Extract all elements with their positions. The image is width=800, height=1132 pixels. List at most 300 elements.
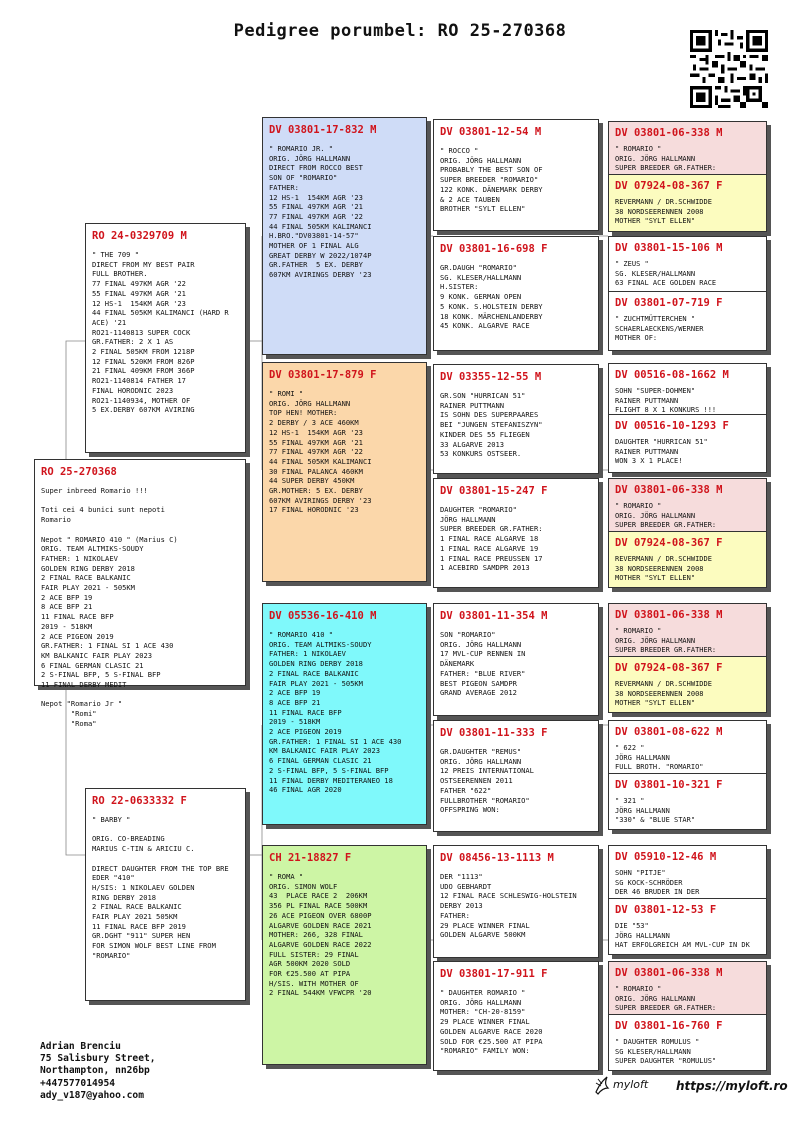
note-line: ORIG. JÖRG HALLMANN [269, 153, 351, 163]
note-line: 2 ACE PIGEON 2019 [41, 631, 114, 641]
pigeon-card-fmm [433, 478, 599, 588]
website-link[interactable]: https://myloft.ro [676, 1079, 788, 1093]
note-line: SG KOCK-SCHRÖDER [615, 878, 683, 887]
pigeon-notes [440, 988, 594, 1056]
ring-number: DV 05536-16-410 M [269, 610, 377, 622]
note-line: 44 FINAL 505KM KALIMANCI [269, 456, 372, 466]
note-line: 1 FINAL RACE PREUSSEN 17 [440, 553, 543, 563]
note-line: DIRECT DAUGHTER FROM THE TOP BRE [92, 863, 229, 873]
note-line [92, 825, 241, 835]
note-line: " ROMARIO " [615, 502, 662, 510]
ring-number: RO 24-0329709 M [92, 230, 187, 242]
owner-contact [40, 1041, 156, 1102]
ring-number: DV 08456-13-1113 M [440, 852, 554, 864]
note-line: 2 FINAL RACE BALKANIC [41, 573, 131, 583]
note-line: " ROMARIO " [615, 985, 662, 993]
pigeon-notes [440, 630, 594, 698]
note-line: FLIGHT 8 X 1 KONKURS !!! [615, 406, 717, 415]
note-line: JÖRG HALLMANN [615, 931, 670, 940]
note-line: ORIG. SIMON WOLF [269, 881, 338, 891]
note-line: GR.FATHER: 1 FINAL SI 1 ACE 430 [269, 736, 402, 746]
note-line: SOLD FOR €25.500 AT PIPA [440, 1036, 543, 1046]
note-line: SG. KLESER/HALLMANN [615, 269, 696, 278]
pigeon-card-g10 [609, 657, 766, 712]
note-line: KM BALKANIC FAIR PLAY 2023 [41, 650, 153, 660]
note-line: " 321 " [615, 797, 645, 805]
note-line: ORIG. JÖRG HALLMANN [440, 756, 522, 766]
ring-number: DV 03801-06-338 M [615, 967, 723, 979]
ring-number: DV 03801-06-338 M [615, 484, 723, 496]
note-line: SCHAERLAECKENS/WERNER [615, 324, 704, 333]
note-line: & 2 ACE TAUBEN [440, 194, 500, 204]
note-line: FINAL HORODNIC 2023 [92, 385, 174, 395]
note-line: " DAUGHTER ROMULUS " [615, 1038, 700, 1046]
note-line: 9 KONK. GERMAN OPEN [440, 292, 522, 302]
note-line: 29 PLACE WINNER FINAL [440, 920, 530, 930]
pigeon-notes [615, 744, 762, 773]
note-line: WON 3 X 1 PLACE! [615, 457, 683, 466]
note-line: REVERMANN / DR.SCHWIDDE [615, 555, 712, 563]
note-line: SG KLESER/HALLMANN [615, 1047, 691, 1056]
ring-number: DV 03801-11-354 M [440, 610, 548, 622]
ring-number: DV 07924-08-367 F [615, 537, 723, 549]
note-line: MOTHER: 266, 328 FINAL [269, 930, 363, 940]
note-line: FAIR PLAY 2021 505KM [92, 912, 178, 922]
pigeon-notes [41, 486, 241, 729]
note-line: "ROMARIO" FAMILY WON: [440, 1046, 530, 1056]
note-line: 26 ACE PIGEON OVER 6800P [269, 910, 372, 920]
note-line: GR.DAUGHTER "REMUS" [440, 747, 522, 756]
pigeon-notes [615, 922, 762, 951]
note-line: 38 NORDSEERENNEN 2008 [615, 564, 704, 573]
pigeon-card-ffm [433, 236, 599, 351]
note-line: 30 FINAL PALANCA 460KM [269, 466, 363, 476]
note-line: 63 FINAL ACE GOLDEN RACE [615, 279, 717, 288]
note-line: ORIG. JÖRG HALLMANN [440, 155, 522, 165]
note-line: ORIG. TEAM ALTMIKS-SOUDY [269, 639, 372, 649]
note-line: 2 FINAL 544KM VFWCPR '20 [269, 988, 372, 998]
note-line: 12 FINAL 520KM FROM 826P [92, 356, 195, 366]
note-line: RO21-1140814 FATHER 17 [92, 376, 186, 386]
note-line: SG. KLESER/HALLMANN [440, 272, 522, 282]
pigeon-pair-3 [608, 363, 767, 473]
ring-number: DV 03801-17-879 F [269, 369, 377, 381]
pigeon-pair-1 [608, 121, 767, 232]
note-line: IS SOHN DES SUPERPAARES [440, 410, 539, 420]
note-line: 44 FINAL 505KM KALIMANCI (HARD R [92, 308, 229, 318]
note-line: GRAND AVERAGE 2012 [440, 688, 517, 698]
ring-number: DV 03801-15-247 F [440, 485, 548, 497]
pigeon-notes [269, 872, 422, 998]
note-line: 55 FINAL 497KM AGR '21 [269, 202, 363, 212]
note-line: OSTSEERENNEN 2011 [440, 776, 513, 786]
pigeon-notes [615, 315, 762, 344]
note-line: SOHN "SUPER-DOHMEN" [615, 387, 696, 395]
note-line: GOLDEN ALGARVE 500KM [440, 930, 526, 940]
note-line: ALGARVE GOLDEN RACE 2022 [269, 939, 372, 949]
pigeon-card-g3 [609, 237, 766, 292]
pigeon-card-mmf [433, 845, 599, 958]
ring-number: DV 00516-08-1662 M [615, 369, 729, 381]
note-line: 2 FINAL RACE BALKANIC [92, 902, 182, 912]
ring-number: DV 03801-15-106 M [615, 242, 723, 254]
ring-number: DV 03801-08-622 M [615, 726, 723, 738]
note-line: 11 FINAL RACE BFP 2019 [92, 921, 186, 931]
pigeon-pair-5 [608, 603, 767, 713]
pigeon-notes [440, 872, 594, 940]
pigeon-notes [615, 555, 762, 584]
note-line: 12 FINAL RACE SCHLESWIG-HOLSTEIN [440, 891, 577, 901]
note-line [41, 690, 241, 700]
pigeon-notes [615, 680, 762, 709]
ring-number: DV 03801-16-698 F [440, 243, 548, 255]
ring-number: DV 03801-12-53 F [615, 904, 717, 916]
note-line: ORIG. JÖRG HALLMANN [615, 154, 696, 163]
pigeon-notes [269, 630, 422, 795]
note-line: FULL SISTER: 29 FINAL [269, 949, 359, 959]
note-line: 12 HS-1 154KM AGR '23 [269, 427, 363, 437]
note-line: MOTHER OF 1 FINAL ALG [269, 241, 359, 251]
note-line: FOR €25.500 AT PIPA [269, 969, 351, 979]
note-line: 5 EX.DERBY 607KM AVIRING [92, 405, 195, 415]
note-line: RING DERBY 2018 [92, 892, 157, 902]
note-line: 18 KONK. MÄRCHENLANDERBY [440, 311, 543, 321]
note-line: JÖRG HALLMANN [615, 806, 670, 815]
note-line: ORIG. CO-BREADING [92, 834, 165, 844]
note-line: 1 FINAL RACE ALGARVE 19 [440, 543, 539, 553]
note-line: JÖRG HALLMANN [440, 514, 496, 524]
note-line: 17 FINAL HORODNIC '23 [269, 505, 359, 515]
pigeon-card-father [85, 223, 246, 453]
ring-number: DV 03355-12-55 M [440, 371, 542, 383]
note-line: Romario [41, 515, 71, 525]
note-line: "Roma" [41, 718, 97, 728]
pigeon-card-g16 [609, 1015, 766, 1070]
ring-number: DV 03801-17-911 F [440, 968, 548, 980]
note-line: ORIG. JÖRG HALLMANN [615, 511, 696, 520]
ring-number: CH 21-18827 F [269, 852, 352, 864]
pigeon-pair-2 [608, 236, 767, 351]
pigeon-card-ff [262, 117, 427, 355]
ring-number: DV 03801-06-338 M [615, 609, 723, 621]
note-line: SUPER BREEDER GR.FATHER: [440, 524, 543, 534]
note-line [41, 496, 241, 506]
ring-number: DV 05910-12-46 M [615, 851, 717, 863]
note-line: 1 ACEBIRD SAMDPR 2013 [440, 563, 530, 573]
note-line: ORIG. JÖRG HALLMANN [615, 994, 696, 1003]
pigeon-card-mfm [433, 720, 599, 832]
note-line: 122 KONK. DÄNEMARK DERBY [440, 184, 543, 194]
note-line: BROTHER "SYLT ELLEN" [440, 204, 526, 214]
note-line: 38 NORDSEERENNEN 2008 [615, 207, 704, 216]
note-line: 12 HS-1 154KM AGR '23 [269, 192, 363, 202]
note-line: REVERMANN / DR.SCHWIDDE [615, 680, 712, 688]
pigeon-card-g1 [609, 122, 766, 175]
note-line: "ROMARIO" [92, 950, 131, 960]
ring-number: DV 03801-11-333 F [440, 727, 548, 739]
note-line: SUPER BREEDER GR.FATHER: [615, 646, 717, 655]
note-line: ACE) '21 [92, 317, 127, 327]
note-line: DIRECT FROM MY BEST PAIR [92, 259, 195, 269]
pigeon-card-fff [433, 119, 599, 231]
pigeon-card-mf [262, 603, 427, 825]
note-line: FOR SIMON WOLF BEST LINE FROM [92, 941, 216, 951]
pigeon-notes [615, 145, 762, 174]
note-line: 5 KONK. S.HOLSTEIN DERBY [440, 301, 543, 311]
pigeon-notes [269, 144, 422, 280]
note-line: Super inbreed Romario !!! [41, 486, 148, 495]
note-line: 2019 - 518KM [41, 621, 93, 631]
note-line: 11 FINAL RACE BFP [269, 707, 342, 717]
pigeon-card-g9 [609, 604, 766, 657]
pigeon-notes [615, 797, 762, 826]
pigeon-card-g15 [609, 962, 766, 1015]
owner-street: 75 Salisbury Street, [40, 1053, 156, 1065]
note-line: " BARBY " [92, 815, 131, 824]
note-line: ORIG. TEAM ALTMIKS-SOUDY [41, 544, 144, 554]
note-line: AGR 500KM 2020 SOLD [269, 959, 351, 969]
note-line: GR.DGHT "911" SUPER HEN [92, 931, 191, 941]
pigeon-pair-7 [608, 845, 767, 955]
note-line: 33 ALGARVE 2013 [440, 439, 505, 449]
note-line: DAUGHTER "ROMARIO" [440, 505, 517, 514]
note-line: 21 FINAL 409KM FROM 366P [92, 366, 195, 376]
note-line: 607KM AVIRINGS DERBY '23 [269, 270, 372, 280]
note-line: JÖRG HALLMANN [615, 753, 670, 762]
pigeon-notes [615, 985, 762, 1014]
note-line: 2 S-FINAL BFP, 5 S-FINAL BFP [41, 670, 161, 680]
note-line: DER 46 BRUDER IN DER [615, 888, 700, 897]
note-line: FAIR PLAY 2021 - 505KM [41, 583, 135, 593]
pigeon-card-g4 [609, 292, 766, 350]
note-line: "Romi" [41, 709, 97, 719]
note-line: FATHER: 1 NIKOLAEV [269, 649, 346, 659]
note-line: ORIG. JÖRG HALLMANN [269, 398, 351, 408]
note-line: MOTHER "SYLT ELLEN" [615, 574, 696, 583]
note-line: H/SIS. WITH MOTHER OF [269, 978, 359, 988]
owner-name: Adrian Brenciu [40, 1041, 121, 1052]
pigeon-notes [615, 438, 762, 467]
note-line: 55 FINAL 497KM AGR '21 [269, 437, 363, 447]
note-line: RO21-1140934, MOTHER OF [92, 395, 191, 405]
note-line: MOTHER: "CH-20-8159" [440, 1007, 526, 1017]
note-line: SUPER BREEDER GR.FATHER: [615, 521, 717, 530]
pigeon-card-mmm [433, 961, 599, 1071]
note-line: DÄNEMARK [440, 659, 475, 669]
pigeon-pair-6 [608, 720, 767, 830]
note-line: H/SIS: 1 NIKOLAEV GOLDEN [92, 882, 195, 892]
note-line: " ROMARIO " [615, 145, 662, 153]
note-line: RAINER PUTTMANN [615, 447, 679, 456]
note-line: FULL BROTHER. [92, 269, 148, 279]
note-line [92, 854, 241, 864]
owner-city: Northampton, nn26bp [40, 1065, 150, 1077]
pigeon-notes [440, 263, 594, 331]
ring-number: DV 03801-07-719 F [615, 297, 723, 309]
note-line: ORIG. JÖRG HALLMANN [440, 997, 522, 1007]
note-line: 11 FINAL RACE BFP [41, 612, 114, 622]
ring-number: RO 25-270368 [41, 466, 117, 478]
ring-number: DV 03801-16-760 F [615, 1020, 723, 1032]
note-line: 11 FINAL DERBY MEDIT [41, 680, 127, 690]
note-line: 6 FINAL GERMAN CLASIC 21 [269, 756, 372, 766]
pigeon-card-mff [433, 603, 599, 716]
note-line: 2 DERBY / 3 ACE 460KM [269, 418, 359, 428]
note-line: H.BRO."DV03801-14-57" [269, 231, 359, 241]
note-line: 2 ACE BFP 19 [269, 688, 321, 698]
note-line: FATHER: 1 NIKOLAEV [41, 553, 118, 563]
note-line: " ZUCHTMÜTTERCHEN " [615, 315, 696, 323]
pigeon-card-mother [85, 788, 246, 1001]
note-line: UDO GEBHARDT [440, 881, 492, 891]
note-line: GOLDEN ALGARVE RACE 2020 [440, 1026, 543, 1036]
pigeon-notes [615, 387, 762, 416]
ring-number: DV 03801-17-832 M [269, 124, 377, 136]
pigeon-card-g7 [609, 479, 766, 532]
note-line: 2 S-FINAL BFP, 5 S-FINAL BFP [269, 765, 389, 775]
note-line: 2 ACE BFP 19 [41, 592, 93, 602]
note-line: 12 PREIS INTERNATIONAL [440, 766, 534, 776]
note-line: 44 SUPER DERBY 450KM [269, 476, 355, 486]
pigeon-notes [615, 1038, 762, 1067]
note-line: KINDER DES 55 FLIEGEN [440, 429, 530, 439]
note-line: SUPER BREEDER "ROMARIO" [440, 175, 539, 185]
note-line: 11 FINAL DERBY MEDITERANEO 18 [269, 775, 393, 785]
note-line: GOLDEN RING DERBY 2018 [41, 563, 135, 573]
note-line: MOTHER OF: [615, 334, 658, 343]
note-line: ORIG. JÖRG HALLMANN [615, 636, 696, 645]
ring-number: DV 07924-08-367 F [615, 662, 723, 674]
pigeon-notes [92, 250, 241, 415]
brand-logo-text: myloft [613, 1078, 649, 1091]
pigeon-notes [615, 260, 762, 289]
ring-number: DV 00516-10-1293 F [615, 420, 729, 432]
note-line: DER "1113" [440, 872, 483, 881]
note-line: REVERMANN / DR.SCHWIDDE [615, 198, 712, 206]
note-line: 8 ACE BFP 21 [269, 697, 321, 707]
note-line: 8 ACE BFP 21 [41, 602, 93, 612]
note-line: SON OF "ROMARIO" [269, 173, 338, 183]
pigeon-card-fm [262, 362, 427, 582]
note-line: 2 FINAL RACE BALKANIC [269, 668, 359, 678]
note-line: " ROMARIO JR. " [269, 144, 334, 153]
note-line: RAINER PUTTMANN [440, 400, 505, 410]
note-line: GR.SON "HURRICAN 51" [440, 391, 526, 400]
pigeon-notes [615, 502, 762, 531]
pigeon-notes [615, 869, 762, 898]
pigeon-notes [440, 505, 594, 573]
note-line: BEST PIGEON SAMDPR [440, 678, 517, 688]
pigeon-card-mm [262, 845, 427, 1065]
note-line: Nepot " ROMARIO 410 " (Marius C) [41, 534, 178, 544]
note-line: " ROCCO " [440, 146, 479, 155]
note-line: 46 FINAL AGR 2020 [269, 785, 342, 795]
note-line: " ROMARIO 410 " [269, 630, 334, 639]
note-line: SON "ROMARIO" [440, 630, 496, 639]
note-line: 2019 - 518KM [269, 717, 321, 727]
pigeon-card-g14 [609, 899, 766, 954]
note-line: FATHER "622" [440, 785, 492, 795]
note-line: MOTHER "SYLT ELLEN" [615, 217, 696, 226]
note-line: FULLBROTHER "ROMARIO" [440, 795, 530, 805]
note-line: DAUGHTER "HURRICAN 51" [615, 438, 708, 446]
note-line: 55 FINAL 497KM AGR '21 [92, 288, 186, 298]
note-line: "330" & "BLUE STAR" [615, 816, 696, 825]
note-line: SUPER BREEDER GR.FATHER: [615, 164, 717, 173]
pigeon-card-main [34, 459, 246, 728]
pigeon-card-g12 [609, 774, 766, 829]
note-line: OFFSPRING WON: [440, 805, 500, 815]
ring-number: DV 03801-12-54 M [440, 126, 542, 138]
ring-number: DV 03801-06-338 M [615, 127, 723, 139]
note-line: " ROMA " [269, 872, 304, 881]
pigeon-notes [615, 627, 762, 656]
note-line: 607KM AVIRINGS DERBY '23 [269, 495, 372, 505]
ring-number: RO 22-0633332 F [92, 795, 187, 807]
pigeon-notes [440, 747, 594, 815]
owner-email: ady_v187@yahoo.com [40, 1089, 144, 1101]
note-line: 53 KONKURS OSTSEER. [440, 449, 522, 459]
note-line: GR.DAUGH "ROMARIO" [440, 263, 517, 272]
pigeon-card-g5 [609, 364, 766, 415]
note-line: 12 HS-1 154KM AGR '23 [92, 298, 186, 308]
note-line: ALGARVE GOLDEN RACE 2021 [269, 920, 372, 930]
note-line: FULL BROTH. "ROMARIO" [615, 763, 704, 772]
pigeon-logo-icon [593, 1074, 613, 1096]
note-line: FATHER: [440, 910, 470, 920]
note-line: 38 NORDSEERENNEN 2008 [615, 689, 704, 698]
ring-number: DV 03801-10-321 F [615, 779, 723, 791]
note-line: 77 FINAL 497KM AGR '22 [92, 279, 186, 289]
note-line: 44 FINAL 505KM KALIMANCI [269, 221, 372, 231]
note-line: DERBY 2013 [440, 901, 483, 911]
ring-number: DV 07924-08-367 F [615, 180, 723, 192]
owner-phone: +447577014954 [40, 1077, 116, 1089]
note-line: HAT ERFOLGREICH AM MVL-CUP IN DK [615, 941, 750, 950]
note-line: GR.MOTHER: 5 EX. DERBY [269, 486, 363, 496]
note-line: " ROMARIO " [615, 627, 662, 635]
note-line: 43 PLACE RACE 2 206KM [269, 891, 368, 901]
note-line: " ROMI " [269, 389, 304, 398]
note-line: " ZEUS " [615, 260, 649, 268]
note-line: " THE 709 " [92, 250, 139, 259]
note-line: 1 FINAL RACE ALGARVE 18 [440, 534, 539, 544]
note-line: " DAUGHTER ROMARIO " [440, 988, 526, 997]
note-line: GOLDEN RING DERBY 2018 [269, 659, 363, 669]
note-line: 2 FINAL 505KM FROM 1218P [92, 347, 195, 357]
note-line: BEI "JUNGEN STEFANISZYN" [440, 420, 543, 430]
pigeon-notes [615, 198, 762, 227]
note-line: Nepot "Romario Jr " [41, 699, 123, 709]
note-line: MARIUS C-TIN & ARICIU C. [92, 844, 195, 854]
note-line: 77 FINAL 497KM AGR '22 [269, 211, 363, 221]
note-line: 2 ACE PIGEON 2019 [269, 727, 342, 737]
page-title: Pedigree porumbel: RO 25-270368 [233, 21, 567, 41]
note-line: GREAT DERBY W 2022/1074P [269, 250, 372, 260]
note-line: ORIG. JÖRG HALLMANN [440, 639, 522, 649]
pigeon-pair-8 [608, 961, 767, 1071]
note-line: 6 FINAL GERMAN CLASIC 21 [41, 660, 144, 670]
pigeon-notes [269, 389, 422, 515]
note-line [41, 525, 241, 535]
note-line: PROBABLY THE BEST SON OF [440, 165, 543, 175]
note-line: 77 FINAL 497KM AGR '22 [269, 447, 363, 457]
note-line: GR.FATHER 5 EX. DERBY [269, 260, 363, 270]
pigeon-notes [92, 815, 241, 961]
note-line: 356 PL FINAL RACE 500KM [269, 901, 368, 911]
pigeon-card-g2 [609, 175, 766, 231]
note-line: DIRECT FROM ROCCO BEST [269, 163, 363, 173]
